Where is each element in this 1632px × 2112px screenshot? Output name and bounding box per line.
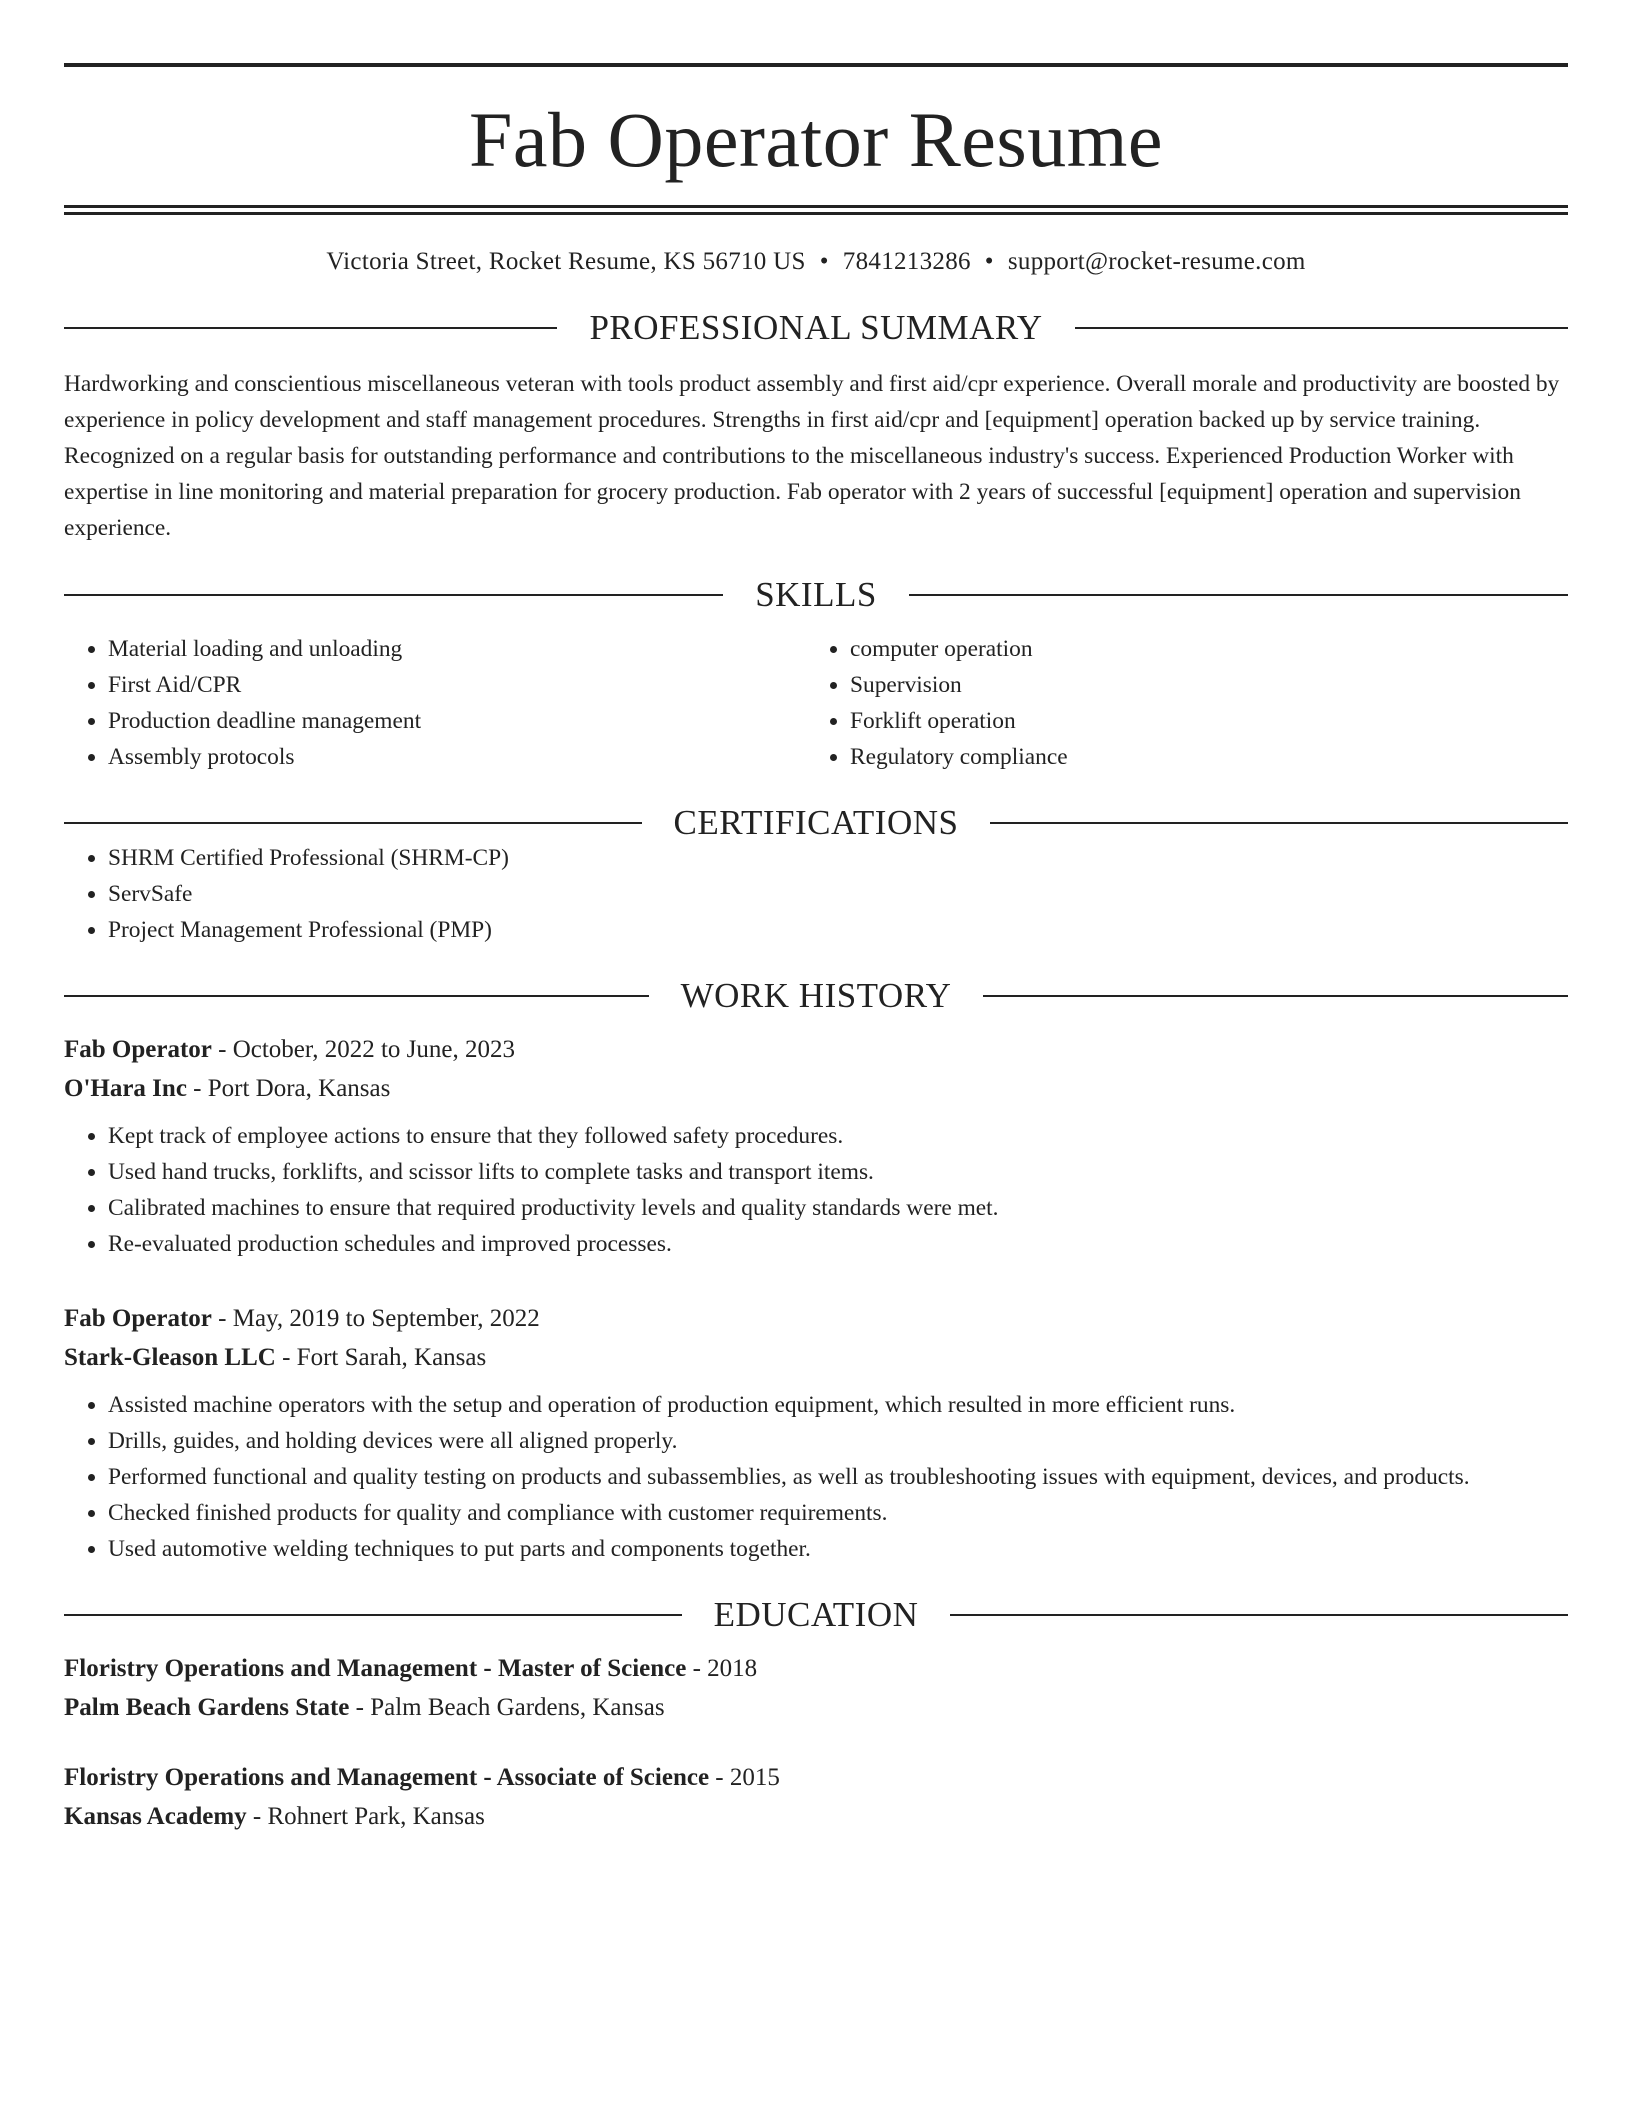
job-location: - Port Dora, Kansas: [186, 1075, 391, 1102]
contact-separator: •: [819, 248, 829, 275]
education-school: Kansas Academy: [64, 1803, 247, 1830]
heading-rule: [64, 1614, 682, 1616]
job-duty: • Performed functional and quality testing on products and subassemblies, as well as troubleshooting issues with equipment, devices, and products.: [108, 1459, 1568, 1495]
contact-separator: •: [984, 248, 994, 275]
section-heading-summary: [64, 310, 1568, 345]
title-double-rule: [64, 205, 1568, 215]
heading-label: WORK HISTORY: [680, 976, 952, 1015]
job-duty: • Assisted machine operators with the setup and operation of production equipment, which resulted in more efficient runs.: [108, 1387, 1568, 1423]
heading-rule: [950, 1614, 1568, 1616]
certification-item: • SHRM Certified Professional (SHRM-CP): [108, 840, 1568, 876]
certification-item: • ServSafe: [108, 876, 1568, 912]
job-title: Fab Operator: [64, 1305, 212, 1332]
top-rule: [64, 63, 1568, 67]
job-title-line: [64, 1299, 1568, 1338]
heading-rule: [909, 594, 1568, 596]
section-heading-skills: [64, 577, 1568, 612]
education-entry: [64, 1649, 1568, 1727]
heading-rule: [64, 995, 649, 997]
heading-rule: [64, 327, 557, 329]
education-location: - Rohnert Park, Kansas: [246, 1803, 485, 1830]
job-duties-list: [64, 1387, 1568, 1567]
section-heading-education: [64, 1597, 1568, 1632]
certification-item: • Project Management Professional (PMP): [108, 912, 1568, 948]
education-location: - Palm Beach Gardens, Kansas: [349, 1694, 665, 1721]
section-heading-certifications: [64, 805, 1568, 840]
contact-line: [64, 248, 1568, 276]
job-duty: • Used automotive welding techniques to put parts and components together.: [108, 1531, 1568, 1567]
education-entry: [64, 1758, 1568, 1836]
skill-item: • First Aid/CPR: [108, 667, 806, 703]
heading-rule: [64, 822, 642, 824]
job-duties-list: [64, 1118, 1568, 1262]
education-degree: Floristry Operations and Management - Master of Science: [64, 1655, 687, 1682]
skills-list: [64, 631, 1568, 775]
contact-phone: 7841213286: [842, 248, 971, 275]
heading-rule: [1075, 327, 1568, 329]
skills-column-right: [806, 631, 1548, 775]
job-company: O'Hara Inc: [64, 1075, 187, 1102]
summary-text: Hardworking and conscientious miscellaneous veteran with tools product assembly and first aid/cpr experience. Overall morale and productivity are boosted by experience in policy development and staff management procedures. Strengths in first aid/cpr and [equipment] operation backed up by service training. Recognized on a regular basis for outstanding performance and contributions to the miscellaneous industry's success. Experienced Production Worker with expertise in line monitoring and material preparation for grocery production. Fab operator with 2 years of successful [equipment] operation and supervision experience.: [64, 371, 1560, 541]
education-school-line: [64, 1797, 1568, 1836]
resume-title: Fab Operator Resume: [469, 96, 1163, 183]
job-duty: • Used hand trucks, forklifts, and scissor lifts to complete tasks and transport items.: [108, 1154, 1568, 1190]
job-company-line: [64, 1338, 1568, 1377]
education-school-line: [64, 1688, 1568, 1727]
skill-item: • Regulatory compliance: [850, 739, 1548, 775]
job-entry: [64, 1299, 1568, 1567]
heading-label: PROFESSIONAL SUMMARY: [589, 308, 1043, 347]
heading-label: CERTIFICATIONS: [673, 803, 959, 842]
heading-rule: [983, 995, 1568, 997]
heading-label: EDUCATION: [713, 1595, 919, 1634]
job-duty: • Kept track of employee actions to ensure that they followed safety procedures.: [108, 1118, 1568, 1154]
job-duty: • Calibrated machines to ensure that required productivity levels and quality standards were met.: [108, 1190, 1568, 1226]
job-duty: • Checked finished products for quality and compliance with customer requirements.: [108, 1495, 1568, 1531]
contact-email: support@rocket-resume.com: [1007, 248, 1306, 275]
skill-item: • Supervision: [850, 667, 1548, 703]
skill-item: • computer operation: [850, 631, 1548, 667]
job-duty: • Drills, guides, and holding devices were all aligned properly.: [108, 1423, 1568, 1459]
heading-rule: [64, 594, 723, 596]
education-degree-line: [64, 1649, 1568, 1688]
job-location: - Fort Sarah, Kansas: [275, 1344, 487, 1371]
education-year: - 2015: [709, 1764, 780, 1791]
job-entry: [64, 1030, 1568, 1262]
heading-rule: [990, 822, 1568, 824]
education-year: - 2018: [686, 1655, 758, 1682]
education-degree-line: [64, 1758, 1568, 1797]
contact-address: Victoria Street, Rocket Resume, KS 56710 US: [326, 248, 806, 275]
job-title: Fab Operator: [64, 1036, 212, 1063]
skill-item: • Assembly protocols: [108, 739, 806, 775]
education-degree: Floristry Operations and Management - Associate of Science: [64, 1764, 710, 1791]
job-dates: - October, 2022 to June, 2023: [211, 1036, 516, 1063]
job-duty: • Re-evaluated production schedules and improved processes.: [108, 1226, 1568, 1262]
skill-item: • Material loading and unloading: [108, 631, 806, 667]
section-heading-work-history: [64, 978, 1568, 1013]
certifications-list: [64, 840, 1568, 948]
job-company: Stark-Gleason LLC: [64, 1344, 276, 1371]
job-title-line: [64, 1030, 1568, 1069]
education-school: Palm Beach Gardens State: [64, 1694, 350, 1721]
skill-item: • Production deadline management: [108, 703, 806, 739]
job-company-line: [64, 1069, 1568, 1108]
skills-column-left: [64, 631, 806, 775]
heading-label: SKILLS: [755, 575, 877, 614]
job-dates: - May, 2019 to September, 2022: [211, 1305, 540, 1332]
skill-item: • Forklift operation: [850, 703, 1548, 739]
